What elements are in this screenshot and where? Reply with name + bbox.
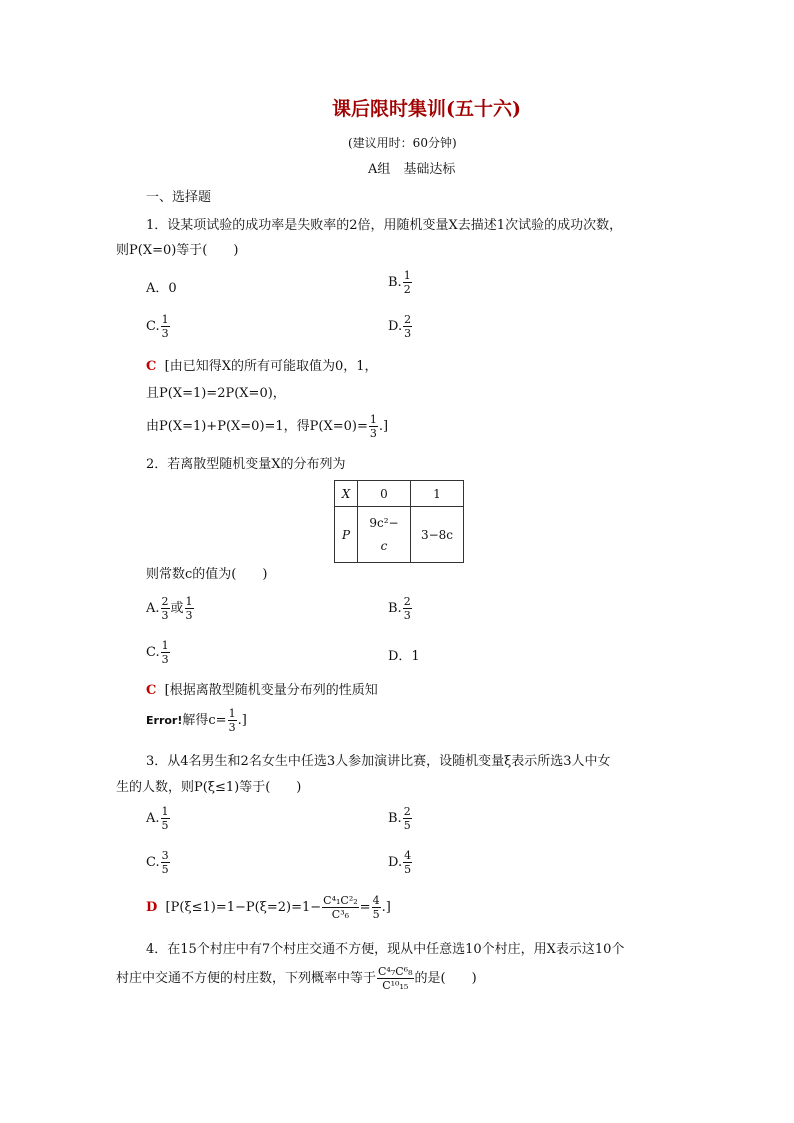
error-marker: Error!	[146, 714, 183, 727]
denominator: 3	[161, 609, 169, 622]
denominator: 3	[161, 653, 169, 666]
q3-option-a	[146, 806, 171, 831]
denominator: 3	[228, 721, 236, 734]
denominator: 2	[403, 283, 411, 296]
table-header-1: 1	[411, 481, 464, 507]
denominator: 3	[369, 427, 377, 440]
q2-solution-line2	[146, 708, 247, 733]
q1-stem-line1: 1．设某项试验的成功率是失败率的2倍，用随机变量X去描述1次试验的成功次数，	[146, 218, 623, 233]
numerator: 4	[404, 849, 412, 862]
fraction	[161, 596, 170, 621]
numerator: 2	[161, 595, 169, 608]
fraction	[369, 414, 378, 439]
solution-text: 解得c=	[182, 713, 227, 728]
table-header-0: 0	[358, 481, 411, 507]
denominator: 5	[403, 819, 411, 832]
numerator: 2	[403, 595, 411, 608]
option-label: B.	[388, 275, 402, 290]
answer-letter: D	[146, 900, 158, 915]
q1-option-c	[146, 314, 171, 339]
time-note: (建议用时：60分钟)	[348, 136, 457, 150]
answer-letter: C	[146, 359, 157, 374]
option-label: A.	[146, 601, 160, 616]
option-label: D.	[388, 855, 403, 870]
denominator: 3	[403, 609, 411, 622]
value-part: c	[380, 538, 388, 553]
fraction	[372, 895, 381, 920]
option-label: D.	[388, 319, 403, 334]
numerator: 1	[161, 805, 169, 818]
numerator: 1	[369, 413, 377, 426]
numerator: 1	[161, 639, 169, 652]
q3-stem-line2: 生的人数，则P(ξ≤1)等于( )	[116, 780, 302, 795]
q1-option-a: A．0	[146, 281, 177, 296]
q1-option-b	[388, 270, 413, 295]
numerator: C⁴₁C²₂	[323, 894, 358, 907]
stem-text: 的是( )	[414, 971, 477, 986]
solution-text: .]	[378, 419, 389, 434]
option-label: C.	[146, 855, 160, 870]
denominator: 5	[372, 908, 380, 921]
q2-stem-line1: 2．若离散型随机变量X的分布列为	[146, 457, 346, 472]
q2-stem-line2: 则常数c的值为( )	[146, 567, 268, 582]
q2-solution-line1	[146, 684, 378, 697]
q2-option-b	[388, 596, 413, 621]
table-header-x: X	[335, 481, 358, 507]
fraction	[161, 850, 170, 875]
solution-text: .]	[237, 713, 247, 728]
fraction	[185, 596, 194, 621]
fraction	[403, 596, 412, 621]
stem-text: 村庄中交通不方便的村庄数，下列概率中等于	[116, 971, 377, 986]
denominator: 5	[161, 819, 169, 832]
option-label: A.	[146, 811, 160, 826]
q1-option-d	[388, 314, 413, 339]
denominator: 3	[404, 327, 412, 340]
solution-text: .]	[381, 900, 391, 915]
option-label: B.	[388, 811, 402, 826]
q2-option-d: D．1	[388, 649, 420, 664]
distribution-table	[334, 480, 464, 563]
fraction	[161, 640, 170, 665]
solution-text: [P(ξ≤1)=1−P(ξ=2)=1−	[165, 900, 322, 915]
denominator: 5	[161, 863, 169, 876]
q1-stem-line2: 则P(X=0)等于( )	[116, 243, 239, 258]
q1-solution-line3	[146, 414, 388, 439]
value-part: 9c²−	[369, 515, 399, 530]
numerator: 3	[161, 849, 169, 862]
option-label: C.	[146, 319, 160, 334]
table-cell-value-0	[358, 507, 411, 563]
option-label: C.	[146, 645, 160, 660]
q3-option-d	[388, 850, 413, 875]
table-cell-value-1: 3−8c	[411, 507, 464, 563]
q4-stem-line2	[116, 966, 477, 991]
denominator: C³₆	[331, 908, 350, 921]
numerator: 2	[403, 805, 411, 818]
q3-solution	[146, 895, 391, 920]
answer-letter: C	[146, 683, 157, 698]
numerator: 1	[403, 269, 411, 282]
solution-text: 由P(X=1)+P(X=0)=1，得P(X=0)=	[146, 419, 368, 434]
q3-option-c	[146, 850, 171, 875]
q4-stem-line1: 4．在15个村庄中有7个村庄交通不方便，现从中任意选10个村庄，用X表示这10个	[146, 942, 625, 957]
fraction	[403, 850, 412, 875]
or-text: 或	[170, 601, 184, 616]
section-heading: 一、选择题	[146, 190, 212, 205]
numerator: 4	[372, 894, 380, 907]
q1-solution-line2: 且P(X=1)=2P(X=0)，	[146, 386, 286, 401]
q2-option-c	[146, 640, 171, 665]
denominator: 3	[185, 609, 193, 622]
table-cell-p: P	[335, 507, 358, 563]
q3-option-b	[388, 806, 413, 831]
fraction	[161, 314, 170, 339]
solution-text: =	[359, 900, 371, 915]
fraction	[403, 806, 412, 831]
denominator: C¹⁰₁₅	[382, 979, 409, 992]
numerator: 2	[404, 313, 412, 326]
denominator: 5	[404, 863, 412, 876]
option-label: B.	[388, 601, 402, 616]
fraction	[403, 314, 412, 339]
fraction	[228, 708, 237, 733]
group-heading: A组 基础达标	[368, 162, 456, 177]
q1-solution-line1	[146, 360, 378, 373]
numerator: 1	[228, 707, 236, 720]
solution-text: [由已知得X的所有可能取值为0，1，	[164, 359, 378, 374]
q3-stem-line1: 3．从4名男生和2名女生中任选3人参加演讲比赛，设随机变量ξ表示所选3人中女	[146, 754, 611, 769]
numerator: C⁴₇C⁶₈	[378, 965, 413, 978]
q2-option-a	[146, 596, 195, 621]
solution-text: [根据离散型随机变量分布列的性质知	[164, 683, 378, 698]
fraction	[403, 270, 412, 295]
fraction	[161, 806, 170, 831]
page-title: 课后限时集训(五十六)	[332, 98, 521, 120]
fraction	[377, 966, 413, 991]
denominator: 3	[161, 327, 169, 340]
fraction	[322, 895, 358, 920]
numerator: 1	[161, 313, 169, 326]
numerator: 1	[185, 595, 193, 608]
